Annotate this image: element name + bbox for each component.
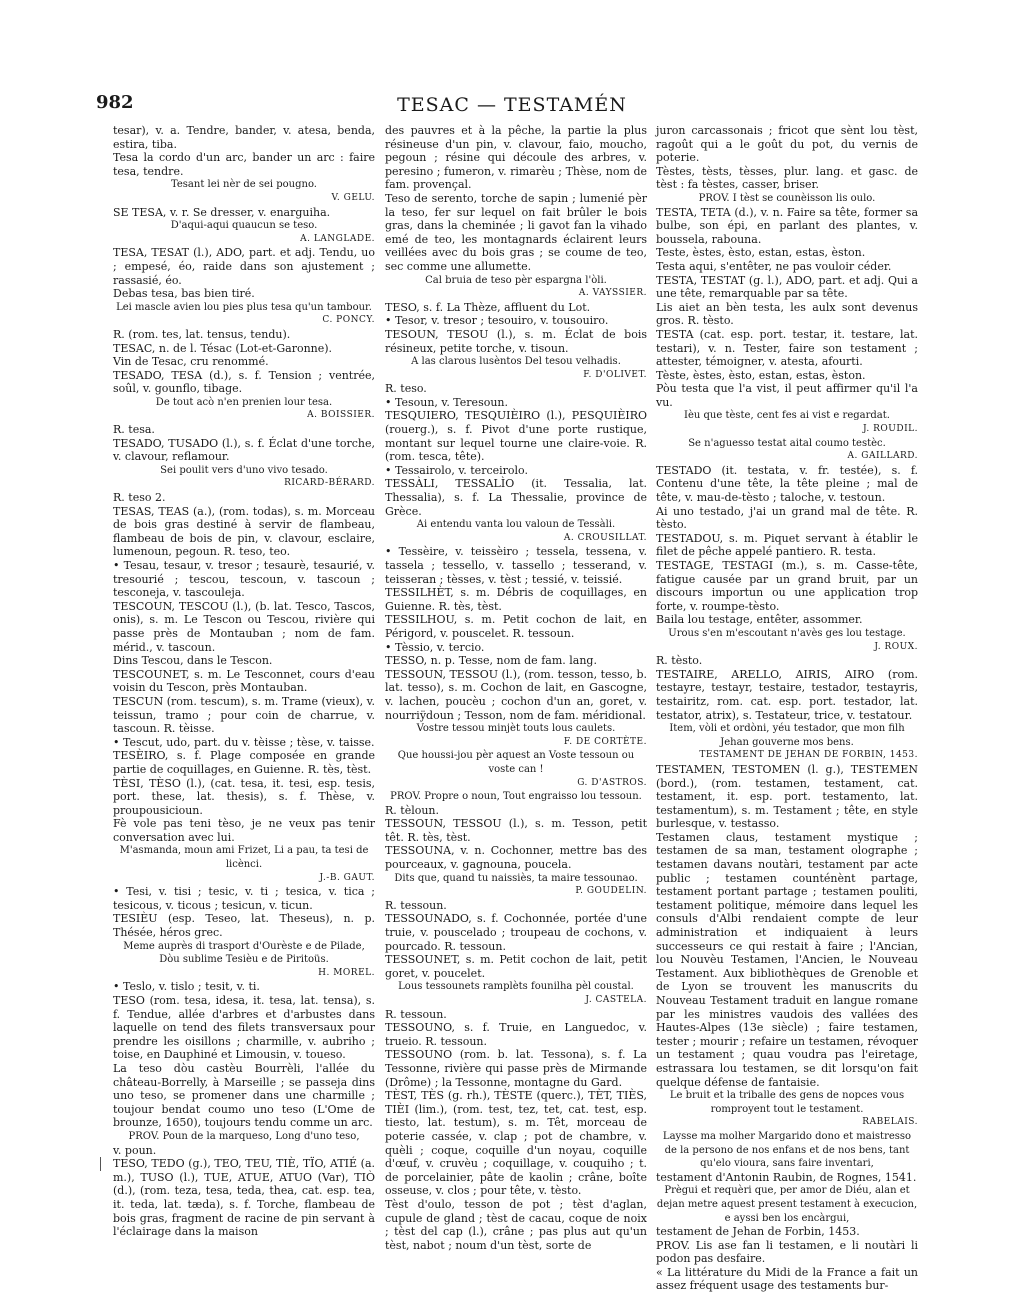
dictionary-entry: Lis aiet an bèn testa, les aulx sont devenus gros. R. tèsto. <box>656 300 918 328</box>
dictionary-entry: TESOUN, TESOU (l.), s. m. Éclat de bois résineux, petite torche, v. tisoun. <box>385 327 647 355</box>
quotation: Se n'aguesso testat aital coumo testèc. <box>688 437 886 449</box>
quotation: Urous s'en m'escoutant n'avès ges lou testage. <box>668 627 906 639</box>
dictionary-entry: tesar), v. a. Tendre, bander, v. atesa, benda, estira, tiba. <box>113 124 375 151</box>
quotation: Item, vòli et ordòni, yéu testador, que mon filh Jehan gouverne mos bens. <box>669 723 905 748</box>
column-left <box>113 124 375 1244</box>
dictionary-entry: R. teso 2. <box>113 491 166 505</box>
quotation: Dits que, quand tu naissiès, ta maire tessounao. <box>394 872 638 884</box>
dictionary-entry: SE TESA, v. r. Se dresser, v. enarguiha. <box>113 205 331 219</box>
dictionary-entry: Tèst d'oulo, tesson de pot ; tèst d'aglan, cupule de gland ; tèst de cacau, coque de noix ; tèst del cap (l.), crâne ; pas plus aut qu'un tèst, nabot ; noum d'un tèst, sorte de <box>385 1197 647 1252</box>
dictionary-entry: Debas tesa, bas bien tiré. <box>113 287 255 301</box>
dictionary-entry: TESSILHOU, s. m. Petit cochon de lait, en Périgord, v. pouscelet. R. tessoun. <box>385 613 647 640</box>
dictionary-entry: TESADO, TESA (d.), s. f. Tension ; ventrée, soûl, v. gounflo, tibage. <box>113 368 375 396</box>
dictionary-entry: • Tèssio, v. tercio. <box>385 640 485 654</box>
citation-source: A. BOISSIER. <box>307 410 375 421</box>
dictionary-entry: Teste, èstes, èsto, estan, estas, èston. <box>656 246 866 260</box>
dictionary-entry: Teso de serento, torche de sapin ; lumenié pèr la teso, fer sur lequel on fait brûler le bois gras, dans la cheminée ; li gavot fan la vihado emé de teo, les montagnards éclairent leurs veillées avec du bois gras ; se coume de teo, sec comme une allumette. <box>385 191 647 273</box>
citation-source: H. MOREL. <box>318 967 375 978</box>
citation-source: A. CROUSILLAT. <box>563 532 647 543</box>
dictionary-entry: R. tessoun. <box>385 898 447 912</box>
citation-source: RICARD-BÉRARD. <box>284 478 375 489</box>
dictionary-entry: TESSILHÈT, s. m. Débris de coquillages, en Guienne. R. tès, tèst. <box>385 586 647 613</box>
dictionary-entry: • Tesor, v. tresor ; tesouiro, v. tousouiro. <box>385 314 609 328</box>
dictionary-entry: TESTADO (it. testata, v. fr. testée), s. f. Contenu d'une tête, la tête pleine ; mal de tête, v. mau-de-tèsto ; taloche, v. testoun. <box>656 463 918 505</box>
quotation: PROV. Propre o noun, Tout engraisso lou tessoun. <box>390 791 642 803</box>
citation-source: F. D'OLIVET. <box>583 369 647 380</box>
dictionary-entry: TESTAIRE, ARELLO, AIRIS, AIRO (rom. testayre, testayr, testaire, testador, testayris, testairitz, rom. cat. esp. port. testador, lat. testator, atrix), s. Testateur, trice, v. testatour. <box>656 667 918 722</box>
dictionary-entry: TESTA, TETA (d.), v. n. Faire sa tête, former sa bulbe, son épi, en parlant des plantes, v. boussela, rabouna. <box>656 205 918 246</box>
dictionary-entry: R. teso. <box>385 382 427 396</box>
dictionary-entry: TESÈIRO, s. f. Plage composée en grande partie de coquillages, en Guienne. R. tès, tèst. <box>113 749 375 776</box>
quotation: Que houssi-jou pèr aquest an Voste tessoun ou voste can ! <box>397 750 635 775</box>
dictionary-entry: • Tesoun, v. Teresoun. <box>385 395 509 409</box>
dictionary-entry: Vin de Tesac, cru renommé. <box>113 355 269 369</box>
dictionary-entry: TESAC, n. de l. Tésac (Lot-et-Garonne). <box>113 341 333 355</box>
dictionary-entry: Testamen claus, testament mystique ; testamen de sa man, testament olographe ; testamen davans noutàri, testament par acte public ; testamen counténènt partage, testament portant partage ; testamen pouliti, testament politique, mémoire dans lequel les consuls d'Albi rendaient compte de leur administration et indiquaient à leurs successeurs ce qui restait à faire ; l'Ancian, lou Nouvèu Testamen, l'Ancien, le Nouveau Testament. Aux bibliothèques de Grenoble et de Lyon se trouvent les manuscrits du Nouveau Testament traduit en langue romane par les ministres vaudois des vallées des Hautes-Alpes (13e siècle) ; faire testamen, tester ; mourir ; refaire un testamen, révoquer un testament ; quau voudra pas l'eiretage, estrassara lou testamen, se dit lorsqu'on fait quelque défense de fantaisie. <box>656 830 918 1089</box>
dictionary-entry: TESA, TESAT (l.), ADO, part. et adj. Tendu, uo ; empesé, éo, raide dans son ajustement ; rassasié, éo. <box>113 246 375 287</box>
dictionary-entry: TESADO, TUSADO (l.), s. f. Éclat d'une torche, v. clavour, reflamour. <box>113 436 375 464</box>
dictionary-entry: R. tèsto. <box>656 654 703 668</box>
dictionary-entry: TESCOUN, TESCOU (l.), (b. lat. Tesco, Tascos, onis), s. m. Le Tescon ou Tescou, rivière qui passe près de Montauban ; nom de fam. mérid., v. tascoun. <box>113 599 375 654</box>
stray-mark <box>100 1157 101 1171</box>
dictionary-entry: Ai uno testado, j'ai un grand mal de tête. R. tèsto. <box>656 504 918 532</box>
dictionary-entry: Tèste, èstes, èsto, estan, estas, èston. <box>656 368 866 382</box>
dictionary-entry: TÈST, TÈS (g. rh.), TÈSTE (querc.), TÈT, TIÈS, TIÈI (lim.), (rom. test, tez, tet, cat. test, esp. tiesto, lat. testum), s. m. Têt, morceau de poterie cassée, v. clap ; pot de chambre, v. quèli ; coque, coquille d'un noyau, coquille d'œuf, v. cruvèu ; coquillage, v. couquiho ; t. de porcelainier, pâte de kaolin ; crâne, boîte osseuse, v. clos ; pour tête, v. tèsto. <box>385 1089 647 1198</box>
quotation: De tout acò n'en prenien lour tesa. <box>155 396 333 408</box>
dictionary-entry: TESSOUNO, s. f. Truie, en Languedoc, v. trueio. R. tessoun. <box>385 1021 647 1048</box>
page-number: 982 <box>96 92 134 113</box>
quotation: Le bruit et la triballe des gens de nopces vous romproyent tout le testament. <box>669 1090 905 1115</box>
dictionary-entry: R. tessoun. <box>385 1007 447 1021</box>
dictionary-entry: PROV. Lis ase fan li testamen, e li noutàri li podon pas desfaire. <box>656 1238 918 1266</box>
dictionary-entry: TESTADOU, s. m. Piquet servant à établir le filet de pêche appelé pantiero. R. testa. <box>656 531 918 559</box>
dictionary-entry: TESAS, TEAS (a.), (rom. todas), s. m. Morceau de bois gras destiné à servir de flambeau, flambeau de bois de pin, v. clavour, esclaire, lumenoun, pegoun. R. teso, teo. <box>113 504 375 559</box>
dictionary-entry: • Teslo, v. tislo ; tesit, v. ti. <box>113 980 260 994</box>
quotation: Lous tessounets ramplèts founilha pèl coustal. <box>398 981 634 993</box>
dictionary-entry: TESSOUNO (rom. b. lat. Tessona), s. f. La Tessonne, rivière qui passe près de Mirmande (Drôme) ; la Tessonne, montagne du Gard. <box>385 1048 647 1089</box>
quotation: Ièu que tèste, cent fes ai vist e regardat. <box>684 410 890 422</box>
dictionary-entry: Testa aqui, s'entêter, ne pas vouloir céder. <box>656 259 892 273</box>
dictionary-entry: • Tesi, v. tisi ; tesic, v. ti ; tesica, v. tica ; tesicous, v. ticous ; tesicun, v. ticun. <box>113 885 375 912</box>
quotation: PROV. Poun de la marqueso, Long d'uno teso, <box>128 1130 360 1142</box>
quotation: PROV. I tèst se counèisson lis oulo. <box>698 192 876 204</box>
dictionary-entry: TESTA (cat. esp. port. testar, it. testare, lat. testari), v. n. Tester, faire son testament ; attester, témoigner, v. atesta, afourti. <box>656 327 918 369</box>
dictionary-entry: Pòu testa que l'a vist, il peut affirmer qu'il l'a vu. <box>656 382 918 409</box>
dictionary-entry: TESSOUN, TESSOU (l.), s. m. Tesson, petit têt. R. tès, tèst. <box>385 817 647 844</box>
dictionary-entry: testament de Jehan de Forbin, 1453. <box>656 1225 860 1239</box>
citation-source: A. LANGLADE. <box>300 233 375 244</box>
dictionary-entry: Tèstes, tèsts, tèsses, plur. lang. et gasc. de tèst : fa tèstes, casser, briser. <box>656 164 918 192</box>
dictionary-entry: Dins Tescou, dans le Tescon. <box>113 654 273 668</box>
citation-source: J. CASTELA. <box>585 995 647 1005</box>
citation-source: A. VAYSSIER. <box>578 288 647 299</box>
dictionary-entry: R. tesa. <box>113 423 155 437</box>
dictionary-entry: TESQUIERO, TESQUIÈIRO (l.), PESQUIÈIRO (rouerg.), s. f. Pivot d'une porte rustique, montant sur lequel tourne une claire-voie. R. (rom. tesca, tête). <box>385 409 647 464</box>
column-right <box>656 124 918 1293</box>
citation-source: P. GOUDELIN. <box>575 886 647 897</box>
dictionary-entry: R. (rom. tes, lat. tensus, tendu). <box>113 327 291 341</box>
dictionary-entry: TESSOUNA, v. n. Cochonner, mettre bas des pourceaux, v. gagnouna, poucela. <box>385 844 647 872</box>
citation-source: J. ROUX. <box>874 641 918 652</box>
citation-source: V. GELU. <box>331 192 375 203</box>
citation-source: C. PONCY. <box>322 315 375 326</box>
dictionary-entry: « La littérature du Midi de la France a fait un assez fréquent usage des testaments bur- <box>656 1265 918 1293</box>
citation-source: F. DE CORTÈTE. <box>563 736 647 747</box>
dictionary-entry: Fè vole pas teni tèso, je ne veux pas tenir conversation avec lui. <box>113 817 375 844</box>
dictionary-entry: TESO, s. f. La Thèze, affluent du Lot. <box>385 300 591 314</box>
citation-source: G. D'ASTROS. <box>577 777 647 788</box>
quotation: Laysse ma molher Margarido dono et maistresso de la persono de nos enfans et de nos bens, tant qu'elo vioura, sans faire inventari, <box>662 1130 912 1170</box>
quotation: Cal bruia de teso pèr espargna l'òli. <box>425 274 607 286</box>
dictionary-entry: • Tessairolo, v. terceirolo. <box>385 463 528 477</box>
citation-source: RABELAIS. <box>862 1117 918 1128</box>
dictionary-entry: juron carcassonais ; fricot que sènt lou tèst, ragoût qui a le goût du pot, du vernis de poterie. <box>656 124 918 165</box>
quotation: Ai entendu vanta lou valoun de Tessàli. <box>416 519 616 531</box>
dictionary-entry: TESSÀLI, TESSALÌO (it. Tessalia, lat. Thessalia), s. f. La Thessalie, province de Grèce. <box>385 477 647 518</box>
dictionary-entry: La teso dòu castèu Bourrèli, l'allée du château-Borrelly, à Marseille ; se passeja dins uno teso, se promener dans une charmille ; toujour bendat coumo uno teso (L'Ome de brounze, 1650), toujours tendu comme un arc. <box>113 1061 375 1130</box>
dictionary-entry: TESSO, n. p. Tesse, nom de fam. lang. <box>385 654 597 668</box>
dictionary-entry: TESO, TEDO (g.), TEO, TEU, TIÈ, TÏO, ATIÉ (a. m.), TUSO (l.), TUE, ATUE, ATUO (Var), TIÒ (d.), (rom. teza, tesa, teda, thea, cat. esp. tea, it. teda, lat. tæda), s. f. Torche, flambeau de bois gras, fragment de racine de pin servant à l'éclairage dans la maison <box>113 1157 375 1239</box>
quotation: Sei poulit vers d'uno vivo tesado. <box>160 464 328 476</box>
dictionary-entry: TESO (rom. tesa, idesa, it. tesa, lat. tensa), s. f. Tendue, allée d'arbres et d'arbustes dans laquelle on tend des filets transversaux pour prendre les oisillons ; charmille, v. aubriho ; toise, en Dauphiné et Limousin, v. toueso. <box>113 994 375 1062</box>
citation-source: A. GAILLARD. <box>847 451 918 462</box>
citation-source: J. ROUDIL. <box>863 424 918 435</box>
quotation: A las clarous lusèntos Del tesou velhadis. <box>411 356 621 368</box>
dictionary-entry: • Tesau, tesaur, v. tresor ; tesaurè, tesaurié, v. tresourié ; tescou, tescoun, v. tascoun ; tesconeja, v. tascouleja. <box>113 559 375 600</box>
quotation: Lei mascle avien lou pies plus tesa qu'un tambour. <box>116 301 372 313</box>
quotation: D'aqui-aqui quaucun se teso. <box>170 220 318 232</box>
dictionary-entry: TESSOUN, TESSOU (l.), (rom. tesson, tesso, b. lat. tesso), s. m. Cochon de lait, en Gascogne, v. lachen, poucèu ; cochon d'un an, goret, v. nourriÿdoun ; Tesson, nom de fam. méridional. <box>385 667 647 722</box>
citation-source: TESTAMENT DE JEHAN DE FORBIN, 1453. <box>699 750 918 761</box>
dictionary-entry: TESSOUNADO, s. f. Cochonnée, portée d'une truie, v. pouscelado ; troupeau de cochons, v. pourcado. R. tessoun. <box>385 912 647 953</box>
dictionary-entry: TESCUN (rom. tescum), s. m. Trame (vieux), v. teissun, tramo ; pour coin de charrue, v. tascoun. R. tèisse. <box>113 694 376 736</box>
dictionary-entry: TESSOUNET, s. m. Petit cochon de lait, petit goret, v. poucelet. <box>385 953 647 980</box>
citation-source: J.-B. GAUT. <box>319 872 375 883</box>
dictionary-entry: TÈSI, TÈSO (l.), (cat. tesa, it. tesi, esp. tesis, port. these, lat. thesis), s. f. Thèse, v. proupousicioun. <box>113 776 375 817</box>
dictionary-entry: testament d'Antonin Raubin, de Rognes, 1541. <box>656 1170 917 1184</box>
dictionary-entry: • Tescut, udo, part. du v. tèisse ; tèse, v. taisse. <box>113 735 375 749</box>
dictionary-entry: TESTA, TESTAT (g. l.), ADO, part. et adj. Qui a une tête, remarquable par sa tête. <box>656 273 918 301</box>
dictionary-entry: TESCOUNET, s. m. Le Tesconnet, cours d'eau voisin du Tescon, près Montauban. <box>113 667 375 695</box>
dictionary-entry: Baila lou testage, entêter, assommer. <box>656 613 863 627</box>
dictionary-entry: v. poun. <box>113 1143 157 1157</box>
quotation: Tesant lei nèr de sei pougno. <box>170 179 317 191</box>
quotation: M'asmanda, moun ami Frizet, Li a pau, ta tesi de licènci. <box>119 845 369 871</box>
dictionary-entry: des pauvres et à la pêche, la partie la plus résineuse d'un pin, v. clavour, faio, moucho, pegoun ; résine qui découle des arbres, v. peresino ; fumeron, v. rimarèu ; Thèse, nom de fam. provençal. <box>385 124 647 192</box>
quotation: Vostre tessou minjèt touts lous caulets. <box>416 723 616 735</box>
dictionary-entry: R. tèloun. <box>385 803 440 817</box>
dictionary-entry: TESTAGE, TESTAGI (m.), s. m. Casse-tête, fatigue causée par un grand bruit, par un discours importun ou une application trop forte, v. roumpe-tèsto. <box>656 559 918 613</box>
quotation: Prègui et requèri que, per amor de Diéu, alan et dejan metre aquest present testament à execucion, e ayssi ben los encàrgui, <box>656 1185 918 1224</box>
column-middle <box>385 124 647 1252</box>
running-head: TESAC — TESTAMÉN <box>397 94 627 116</box>
dictionary-entry: TESIÈU (esp. Teseo, lat. Theseus), n. p. Thésée, héros grec. <box>113 912 375 940</box>
dictionary-entry: Tesa la cordo d'un arc, bander un arc : faire tesa, tendre. <box>113 151 375 178</box>
dictionary-entry: • Tessèire, v. teissèiro ; tessela, tessena, v. tassela ; tessello, v. tassello ; tesserand, v. teisseran ; tèsses, v. tèst ; tessié, v. teissié. <box>385 545 647 586</box>
dictionary-entry: TESTAMEN, TESTOMEN (l. g.), TESTEMEN (bord.), (rom. testamen, testament, cat. testament, it. esp. port. testamento, lat. testamentum), s. m. Testament ; tête, en style burlesque, v. testasso. <box>656 762 918 831</box>
quotation: Meme auprès di trasport d'Ourèste e de Pilade, Dòu sublime Tesièu e de Piritoüs. <box>123 940 365 966</box>
